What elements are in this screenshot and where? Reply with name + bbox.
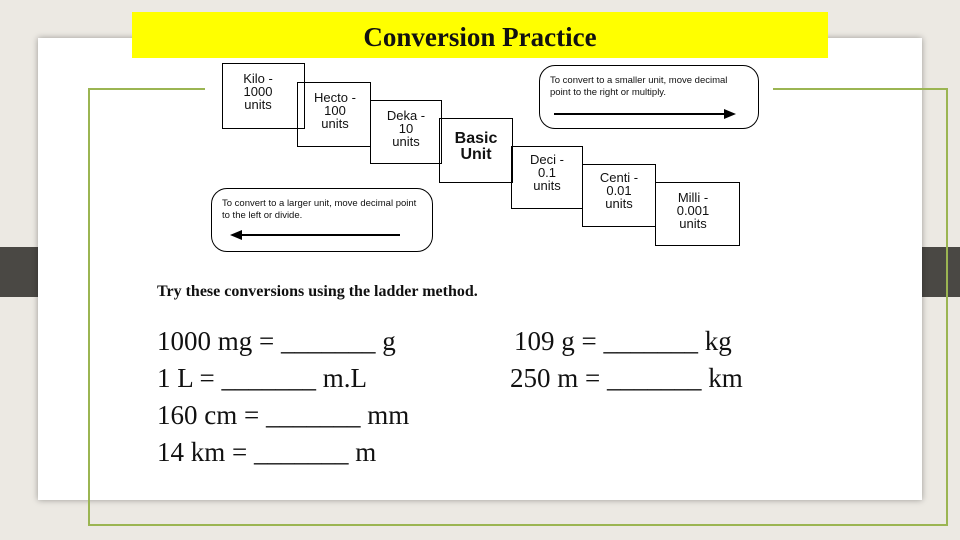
ladder-step-basic-label: Basic Unit (454, 130, 498, 163)
ladder-step-centi (582, 164, 656, 227)
ladder-step-deci (511, 146, 583, 209)
ladder-step-kilo (222, 63, 305, 129)
hint-convert-larger-text: To convert to a larger unit, move decimal point to the left or divide. (222, 198, 417, 221)
left-arrow-line (240, 234, 400, 236)
ladder-step-centi-label: Centi - 0.01 units (599, 170, 639, 211)
ladder-step-kilo-label: Kilo - 1000 units (243, 71, 273, 112)
ladder-step-hecto-label: Hecto - 100 units (314, 90, 356, 131)
hint-convert-larger (211, 188, 433, 252)
slide-title: Conversion Practice (132, 12, 828, 58)
right-arrow-icon (724, 108, 736, 120)
metric-ladder-diagram (205, 60, 773, 262)
problem-left-2: 1 L = _______ m.L (157, 363, 367, 393)
ladder-step-hecto (297, 82, 371, 147)
ladder-step-milli (655, 182, 740, 246)
ladder-step-basic-unit (439, 118, 513, 183)
ladder-step-milli-label: Milli - 0.001 units (676, 190, 710, 231)
problem-left-1: 1000 mg = _______ g (157, 326, 396, 356)
ladder-step-deka (370, 100, 442, 164)
hint-convert-smaller-text: To convert to a smaller unit, move decimal point to the right or multiply. (550, 75, 728, 98)
ladder-step-deci-label: Deci - 0.1 units (530, 152, 564, 193)
problem-right-2: 250 m = _______ km (510, 363, 743, 393)
ladder-step-deka-label: Deka - 10 units (386, 108, 426, 149)
instruction-text: Try these conversions using the ladder method. (157, 283, 478, 300)
problem-left-3: 160 cm = _______ mm (157, 400, 410, 430)
problem-right-1: 109 g = _______ kg (514, 326, 732, 356)
hint-convert-smaller (539, 65, 759, 129)
problem-left-4: 14 km = _______ m (157, 437, 377, 467)
left-arrow-icon (230, 229, 242, 241)
right-arrow-line (554, 113, 726, 115)
